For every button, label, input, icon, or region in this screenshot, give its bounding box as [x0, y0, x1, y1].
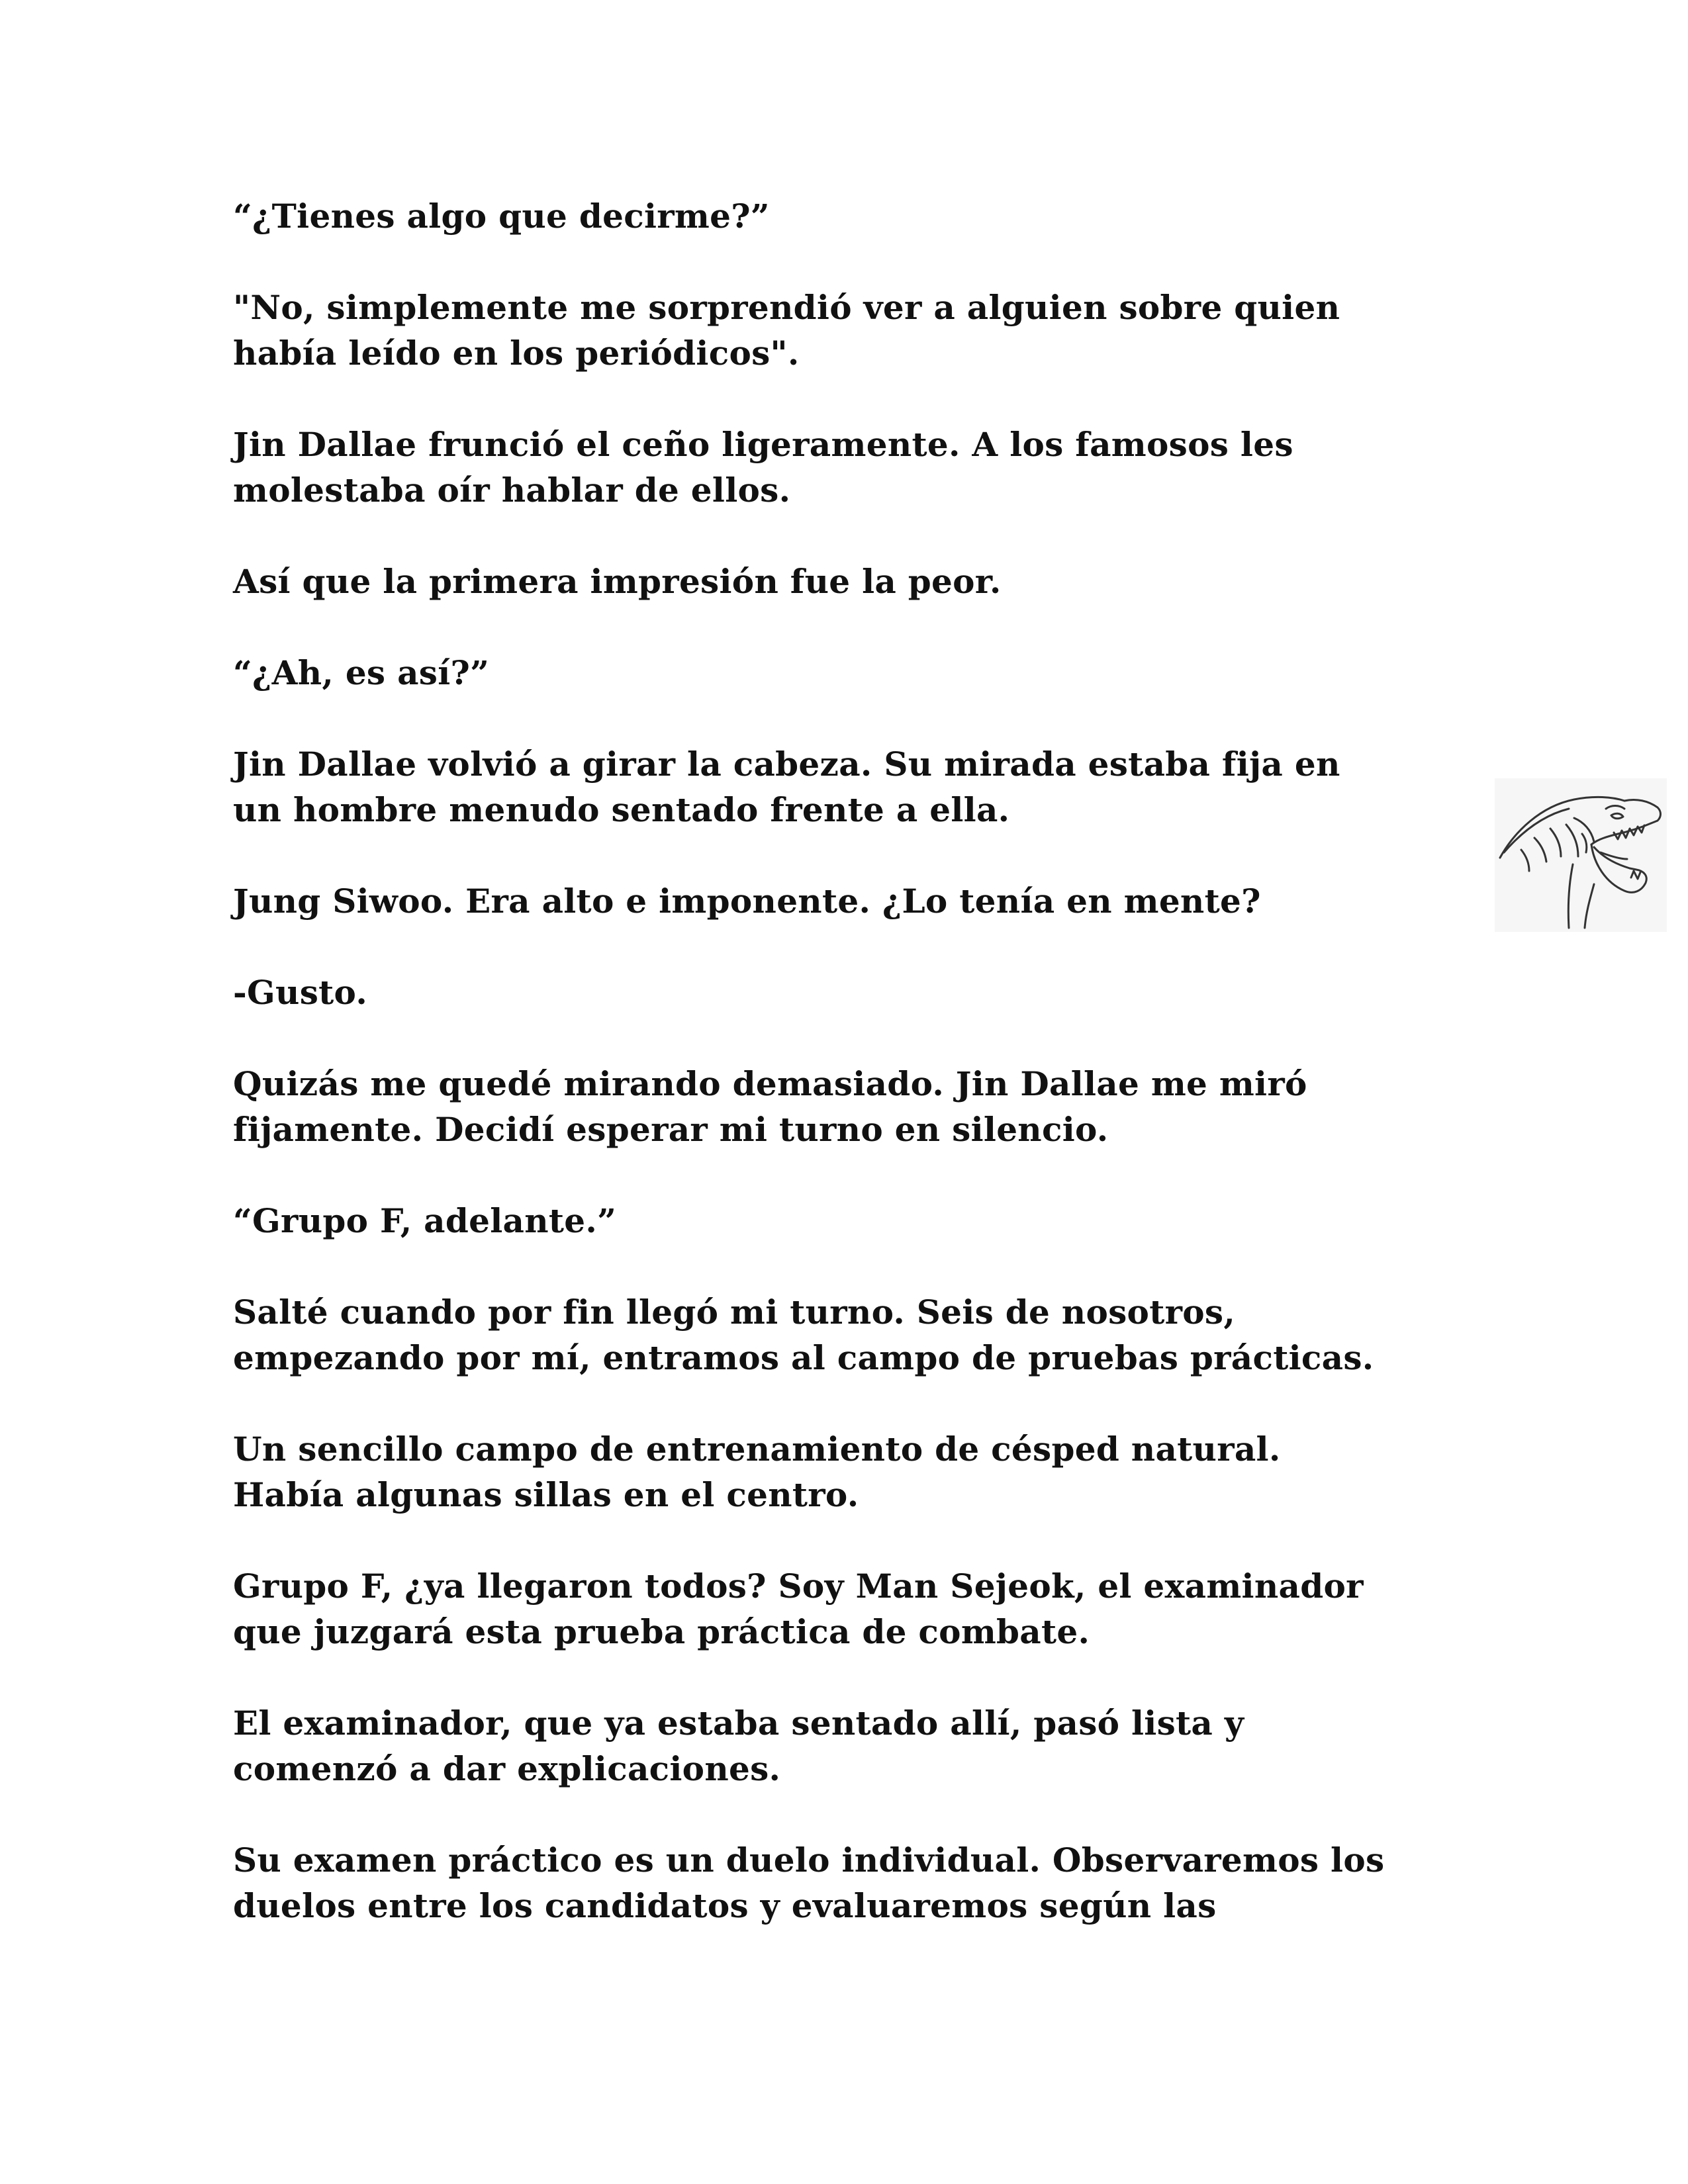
paragraph-15: Su examen práctico es un duelo individual. Observaremos los duelos entre los candidatos y evaluaremos según las: [233, 1841, 1385, 1925]
paragraph-1: “¿Tienes algo que decirme?”: [233, 197, 770, 236]
paragraph-12: Un sencillo campo de entrenamiento de césped natural. Había algunas sillas en el centro.: [233, 1430, 1281, 1514]
paragraph-10: “Grupo F, adelante.”: [233, 1201, 617, 1240]
paragraph-14: El examinador, que ya estaba sentado allí, pasó lista y comenzó a dar explicaciones.: [233, 1704, 1244, 1788]
paragraph-7: Jung Siwoo. Era alto e imponente. ¿Lo tenía en mente?: [233, 882, 1261, 921]
paragraph-4: Así que la primera impresión fue la peor.: [233, 562, 1002, 601]
paragraph-2: "No, simplemente me sorprendió ver a alguien sobre quien había leído en los periódicos".: [233, 288, 1340, 373]
paragraph-9: Quizás me quedé mirando demasiado. Jin Dallae me miró fijamente. Decidí esperar mi turno en silencio.: [233, 1064, 1307, 1149]
paragraph-8: -Gusto.: [233, 973, 368, 1012]
paragraph-11: Salté cuando por fin llegó mi turno. Seis de nosotros, empezando por mí, entramos al campo de pruebas prácticas.: [233, 1293, 1374, 1377]
body-text: [233, 193, 1504, 1929]
paragraph-13: Grupo F, ¿ya llegaron todos? Soy Man Sejeok, el examinador que juzgará esta prueba práctica de combate.: [233, 1567, 1364, 1651]
paragraph-6: Jin Dallae volvió a girar la cabeza. Su mirada estaba fija en un hombre menudo sentado frente a ella.: [233, 745, 1340, 829]
dinosaur-logo: [1495, 778, 1667, 932]
paragraph-5: “¿Ah, es así?”: [233, 653, 490, 692]
paragraph-3: Jin Dallae frunció el ceño ligeramente. A los famosos les molestaba oír hablar de ellos.: [233, 425, 1293, 510]
dinosaur-head-sketch-icon: [1495, 778, 1667, 932]
